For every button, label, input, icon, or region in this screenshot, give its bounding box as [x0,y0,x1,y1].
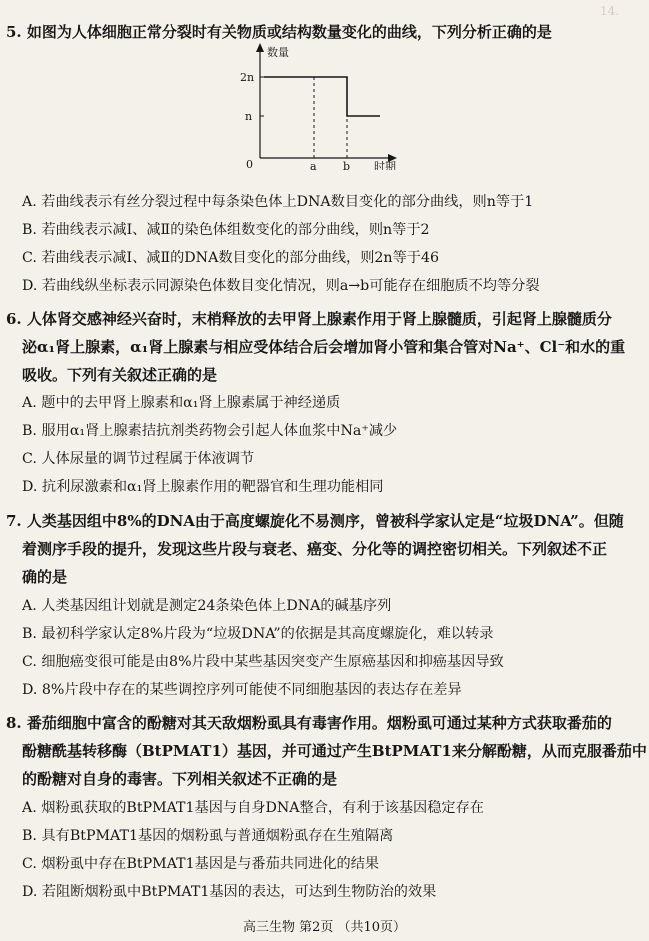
q5-option-d: D. 若曲线纵坐标表示同源染色体数目变化情况，则a→b可能存在细胞质不均等分裂 [22,278,540,294]
q5-x-tick-b: b [343,160,351,170]
q8-stem-line-2: 酚糖酰基转移酶（BtPMAT1）基因，并可通过产生BtPMAT1来分解酚糖，从而克服番茄中 [22,742,647,760]
q5-x-tick-a: a [310,160,317,170]
q7-option-c: C. 细胞癌变很可能是由8%片段中某些基因突变产生原癌基因和抑癌基因导致 [22,654,504,670]
q8-stem-line-1: 8. 番茄细胞中富含的酚糖对其天敌烟粉虱具有毒害作用。烟粉虱可通过某种方式获取番茄的 [6,714,612,732]
q6-option-c: C. 人体尿量的调节过程属于体液调节 [22,451,255,467]
q5-option-c: C. 若曲线表示减Ⅰ、减Ⅱ的DNA数目变化的部分曲线，则2n等于46 [22,250,439,266]
q6-stem-line-2: 泌α₁肾上腺素，α₁肾上腺素与相应受体结合后会增加肾小管和集合管对Na⁺、Cl⁻和水的重 [22,338,626,356]
q7-option-d: D. 8%片段中存在的某些调控序列可能使不同细胞基因的表达存在差异 [22,682,462,698]
q5-y-arrow [256,43,264,52]
q6-option-b: B. 服用α₁肾上腺素拮抗剂类药物会引起人体血浆中Na⁺减少 [22,423,398,439]
q5-y-label: 数量 [267,46,289,59]
q5-y-tick-2n: 2n [240,71,255,84]
q7-stem-line-2: 着测序手段的提升，发现这些片段与衰老、癌变、分化等的调控密切相关。下列叙述不正 [22,540,608,558]
q8-option-a: A. 烟粉虱获取的BtPMAT1基因与自身DNA整合，有利于该基因稳定存在 [22,800,484,816]
q5-origin: 0 [246,158,253,170]
q5-y-tick-n: n [245,110,253,123]
q7-stem-line-3: 确的是 [22,568,68,586]
bleed-through-mark: 14. [600,4,620,18]
q8-option-c: C. 烟粉虱中存在BtPMAT1基因是与番茄共同进化的结果 [22,856,380,872]
q7-option-b: B. 最初科学家认定8%片段为“垃圾DNA”的依据是其高度螺旋化，难以转录 [22,626,494,642]
q7-option-a: A. 人类基因组计划就是测定24条染色体上DNA的碱基序列 [22,598,392,614]
q5-curve [264,77,380,116]
q7-stem-line-1: 7. 人类基因组中8%的DNA由于高度螺旋化不易测序，曾被科学家认定是“垃圾DNA”。但随 [6,512,624,530]
q5-option-b: B. 若曲线表示减Ⅰ、减Ⅱ的染色体组数变化的部分曲线，则n等于2 [22,222,430,238]
q8-option-b: B. 具有BtPMAT1基因的烟粉虱与普通烟粉虱存在生殖隔离 [22,828,394,844]
q5-chart [240,40,410,170]
q8-option-d: D. 若阻断烟粉虱中BtPMAT1基因的表达，可达到生物防治的效果 [22,884,437,900]
q6-option-a: A. 题中的去甲肾上腺素和α₁肾上腺素属于神经递质 [22,395,341,411]
q8-stem-line-3: 的酚糖对自身的毒害。下列相关叙述不正确的是 [22,770,338,788]
q5-x-label: 时期 [374,160,396,170]
q6-option-d: D. 抗利尿激素和α₁肾上腺素作用的靶器官和生理功能相同 [22,479,384,495]
page-footer: 高三生物 第2页 （共10页） [242,920,407,935]
q5-stem: 5. 如图为人体细胞正常分裂时有关物质或结构数量变化的曲线，下列分析正确的是 [6,23,552,41]
q6-stem-line-1: 6. 人体肾交感神经兴奋时，末梢释放的去甲肾上腺素作用于肾上腺髓质，引起肾上腺髓质分 [6,310,612,328]
q5-option-a: A. 若曲线表示有丝分裂过程中每条染色体上DNA数目变化的部分曲线，则n等于1 [22,194,534,210]
q6-stem-line-3: 吸收。下列有关叙述正确的是 [22,366,218,384]
